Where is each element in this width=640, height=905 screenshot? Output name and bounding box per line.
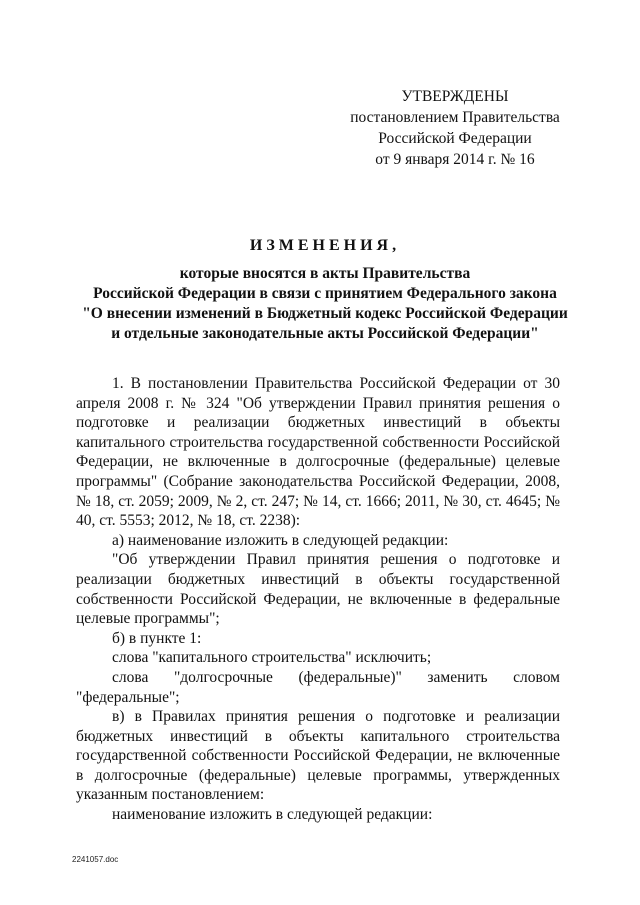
paragraph-5: слова "капитального строительства" исключить;	[112, 649, 432, 667]
title-line-4: и отдельные законодательные акты Российской Федерации"	[111, 325, 539, 342]
paragraph-6: слова "долгосрочные (федеральные)" заменить словом "федеральные";	[76, 668, 560, 706]
approval-line-1: постановлением Правительства	[350, 109, 560, 126]
paragraph-2: а) наименование изложить в следующей редакции:	[112, 531, 449, 549]
paragraph-1: 1. В постановлении Правительства Российской Федерации от 30 апреля 2008 г. № 324 "Об утверждении Правил принятия решения о подготовке и реализации бюджетных инвестиций в объекты капитального строительства государственной собственности Российской Федерации, не включенные в долгосрочные (федеральные) целевые программы" (Собрание законодательства Российской Федерации, 2008, № 18, ст. 2059; 2009, № 2, ст. 247; № 14, ст. 1666; 2011, № 30, ст. 4645; № 40, ст. 5553; 2012, № 18, ст. 2238):	[76, 375, 560, 530]
approval-heading: УТВЕРЖДЕНЫ	[401, 88, 509, 105]
paragraph-4: б) в пункте 1:	[112, 629, 202, 647]
document-body	[76, 374, 560, 825]
document-title	[60, 236, 590, 344]
paragraph-8: наименование изложить в следующей редакции:	[112, 806, 433, 824]
approval-block	[330, 86, 580, 170]
approval-line-2: Российской Федерации	[378, 130, 532, 147]
title-line-1: которые вносятся в акты Правительства	[179, 265, 471, 282]
paragraph-7: в) в Правилах принятия решения о подготовке и реализации бюджетных инвестиций в объекты капитального строительства государственной собственности Российской Федерации, не включенные в долгосрочные (федеральные) целевые программы, утвержденных указанным постановлением:	[76, 708, 560, 804]
title-line-3: "О внесении изменений в Бюджетный кодекс Российской Федерации	[82, 305, 568, 322]
footer-doc-id: 2241057.doc	[72, 855, 119, 864]
approval-line-3: от 9 января 2014 г. № 16	[375, 151, 535, 168]
title-line-2: Российской Федерации в связи с принятием Федерального закона	[93, 285, 557, 302]
paragraph-3: "Об утверждении Правил принятия решения о подготовке и реализации бюджетных инвестиций в объекты государственной собственности Российской Федерации, не включенные в федеральные целевые программы";	[76, 551, 560, 628]
title-main: ИЗМЕНЕНИЯ,	[249, 237, 401, 254]
